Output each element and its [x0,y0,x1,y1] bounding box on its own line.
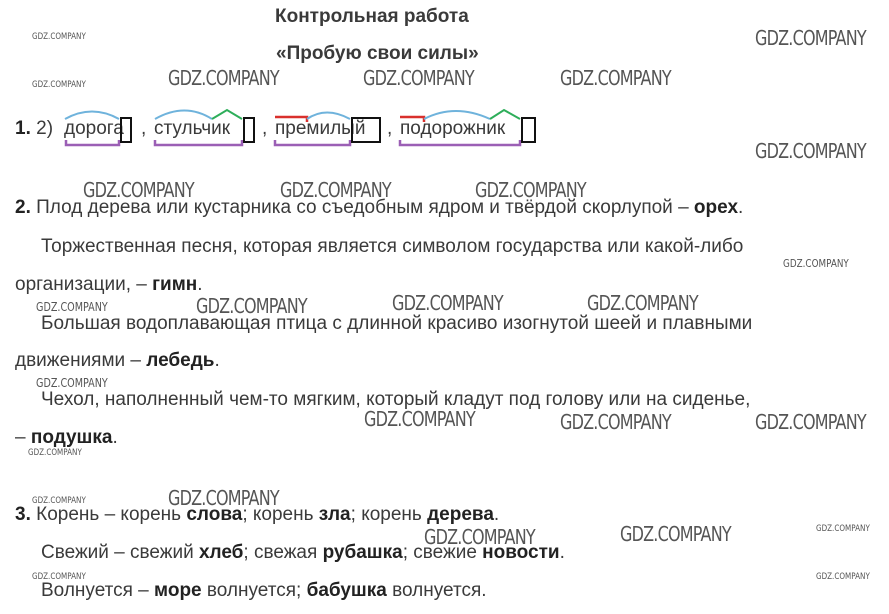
watermark: GDZ.COMPANY [587,291,698,315]
definition-text: Торжественная песня, которая является символом государства или какой-либо [41,236,744,257]
answer-word: лебедь [146,350,215,371]
watermark: GDZ.COMPANY [816,524,870,534]
ending-box [351,117,381,143]
ending-box [120,117,132,143]
answer-word: подушка [30,427,113,448]
watermark: GDZ.COMPANY [168,486,279,510]
watermark: GDZ.COMPANY [475,178,586,202]
phrase-text: ; свежая [243,542,323,563]
phrase-text: ; свежие [402,542,483,563]
subtask-number: 2) [36,118,54,139]
phrase-text: волнуется; [201,580,307,601]
definition-text: Большая водоплавающая птица с длинной красиво изогнутой шеей и плавными [41,313,753,334]
task-2-item-4-line2 [15,427,118,449]
answer-word: хлеб [198,542,244,563]
word-4: подорожник [400,118,506,139]
definition-text: Чехол, наполненный чем-то мягким, который кладут под голову или на сиденье, [41,389,751,410]
watermark: GDZ.COMPANY [816,572,870,582]
watermark: GDZ.COMPANY [364,407,475,431]
task-number: 1. [15,118,31,139]
task-2-item-2-line2 [15,274,203,296]
watermark: GDZ.COMPANY [560,66,671,90]
watermark: GDZ.COMPANY [424,525,535,549]
phrase-text: Свежий – свежий [41,542,199,563]
answer-word: море [154,580,202,601]
task-number: 2. [15,197,31,218]
word-2: стульчик [154,118,231,139]
punct: . [738,197,744,218]
definition-text: движениями – [15,350,147,371]
definition-text: Плод дерева или кустарника со съедобным ядром и твёрдой скорлупой – [36,197,694,218]
phrase-text: Корень – корень [36,504,187,525]
answer-word: бабушка [306,580,387,601]
answer-word: гимн [152,274,198,295]
task-3-line-1 [15,504,499,526]
answer-word: новости [482,542,560,563]
answer-word: дерева [427,504,494,525]
phrase-text: ; корень [350,504,428,525]
phrase-text: волнуется. [386,580,487,601]
watermark: GDZ.COMPANY [363,66,474,90]
watermark: GDZ.COMPANY [280,178,391,202]
watermark: GDZ.COMPANY [755,410,866,434]
separator: , [387,118,393,139]
watermark: GDZ.COMPANY [32,32,86,42]
watermark: GDZ.COMPANY [36,376,108,390]
punct: . [197,274,203,295]
watermark: GDZ.COMPANY [560,410,671,434]
punct: . [214,350,220,371]
watermark: GDZ.COMPANY [755,26,866,50]
punct: . [493,504,500,525]
phrase-text: Волнуется – [41,580,155,601]
watermark: GDZ.COMPANY [32,496,86,506]
watermark: GDZ.COMPANY [392,291,503,315]
punct: . [559,542,565,563]
ending-box [521,117,536,143]
punct: . [112,427,118,448]
ending-box [243,117,255,143]
watermark: GDZ.COMPANY [168,66,279,90]
watermark: GDZ.COMPANY [620,522,731,546]
watermark: GDZ.COMPANY [32,80,86,90]
watermark: GDZ.COMPANY [196,294,307,318]
watermark: GDZ.COMPANY [36,300,108,314]
definition-text: – [15,427,31,448]
watermark: GDZ.COMPANY [83,178,194,202]
watermark: GDZ.COMPANY [755,139,866,163]
word-3: премилый [275,118,366,139]
page-title: Контрольная работа [275,6,469,27]
task-1-line [15,118,53,140]
task-number: 3. [15,504,31,525]
answer-word: слова [186,504,243,525]
answer-word: рубашка [322,542,403,563]
watermark: GDZ.COMPANY [28,448,82,458]
answer-word: орех [693,197,739,218]
watermark: GDZ.COMPANY [32,572,86,582]
phrase-text: ; корень [242,504,319,525]
definition-text: организации, – [15,274,153,295]
task-3-line-3 [41,580,487,602]
watermark: GDZ.COMPANY [783,257,849,270]
task-2-item-3-line2 [15,350,220,372]
separator: , [141,118,147,139]
task-3-line-2 [41,542,565,564]
word-1: дорога [64,118,124,139]
answer-word: зла [318,504,351,525]
page-subtitle: «Пробую свои силы» [276,43,479,64]
separator: , [262,118,268,139]
task-2-item-1 [15,197,743,219]
